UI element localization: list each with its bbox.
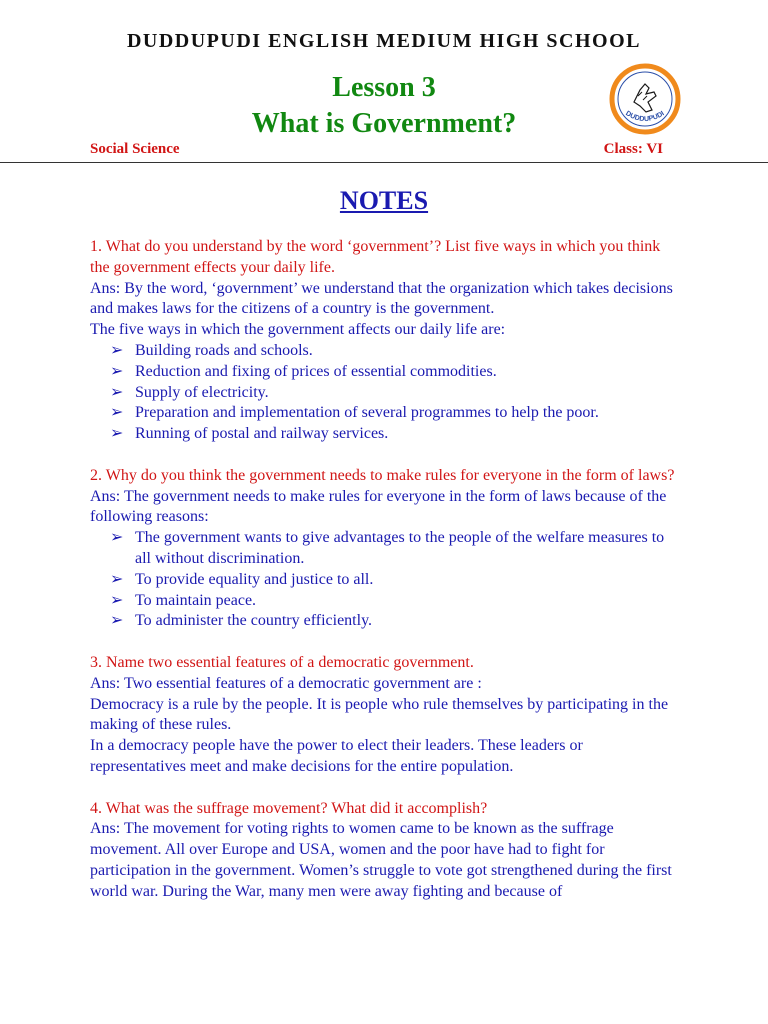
section-4 xyxy=(90,799,680,903)
bullet-list xyxy=(90,528,680,632)
arrowhead-bullet-icon: ➢ xyxy=(110,529,124,547)
arrowhead-bullet-icon: ➢ xyxy=(110,383,124,401)
list-item-text: Supply of electricity. xyxy=(135,383,269,401)
answer-line: Ans: By the word, ‘government’ we understand that the organization which takes decisions and makes laws for the citizens of a country is the government. xyxy=(90,279,673,318)
question-2: 2. Why do you think the government needs to make rules for everyone in the form of laws? xyxy=(90,466,675,484)
arrowhead-bullet-icon: ➢ xyxy=(110,425,124,443)
list-item xyxy=(110,403,680,424)
answer-line: Ans: The government needs to make rules for everyone in the form of laws because of the following reasons: xyxy=(90,487,667,526)
list-item-text: To administer the country efficiently. xyxy=(135,612,373,630)
list-item xyxy=(110,424,680,445)
list-item-text: Preparation and implementation of several programmes to help the poor. xyxy=(135,404,599,422)
class-label: Class: VI xyxy=(603,141,663,157)
bullet-list xyxy=(90,341,680,445)
section-1 xyxy=(90,237,680,445)
arrowhead-bullet-icon: ➢ xyxy=(110,341,124,359)
list-item xyxy=(110,341,680,362)
subject-label: Social Science xyxy=(90,141,180,157)
arrowhead-bullet-icon: ➢ xyxy=(110,570,124,588)
arrowhead-bullet-icon: ➢ xyxy=(110,404,124,422)
school-name: DUDDUPUDI ENGLISH MEDIUM HIGH SCHOOL xyxy=(126,30,642,52)
list-item xyxy=(110,611,680,632)
list-item xyxy=(110,591,680,612)
list-item xyxy=(110,570,680,591)
list-item-text: Reduction and fixing of prices of essential commodities. xyxy=(135,362,497,380)
list-item-text: Building roads and schools. xyxy=(135,341,313,359)
header-divider xyxy=(0,162,768,163)
list-item-text: Running of postal and railway services. xyxy=(135,425,389,443)
answer-line: Ans: The movement for voting rights to women came to be known as the suffrage movement. All over Europe and USA, women and the poor have had to fight for participation in the government. Women’s struggle to vote got strengthened during the first world war. During the War, many men were away fighting and because of xyxy=(90,820,672,900)
list-item-text: To maintain peace. xyxy=(135,591,257,609)
lesson-title: What is Government? xyxy=(251,108,517,139)
arrowhead-bullet-icon: ➢ xyxy=(110,591,124,609)
list-item-text: The government wants to give advantages to the people of the welfare measures to all without discrimination. xyxy=(135,529,665,567)
notes-content xyxy=(90,237,680,923)
list-item xyxy=(110,383,680,404)
question-4: 4. What was the suffrage movement? What did it accomplish? xyxy=(90,799,488,817)
section-3 xyxy=(90,653,680,778)
list-item xyxy=(110,528,680,570)
question-3: 3. Name two essential features of a democratic government. xyxy=(90,653,474,671)
notes-heading: NOTES xyxy=(339,186,429,215)
list-item xyxy=(110,362,680,383)
list-item-text: To provide equality and justice to all. xyxy=(135,570,374,588)
answer-line: Democracy is a rule by the people. It is people who rule themselves by participating in the making of these rules. xyxy=(90,695,669,734)
answer-line: The five ways in which the government affects our daily life are: xyxy=(90,321,506,339)
section-2 xyxy=(90,466,680,632)
arrowhead-bullet-icon: ➢ xyxy=(110,362,124,380)
question-1: 1. What do you understand by the word ‘government’? List five ways in which you think the government effects your daily life. xyxy=(90,238,661,276)
answer-line: In a democracy people have the power to elect their leaders. These leaders or representatives meet and make decisions for the entire population. xyxy=(90,737,583,775)
answer-line: Ans: Two essential features of a democratic government are : xyxy=(90,674,482,692)
logo-text: DUDDUPUDI xyxy=(624,110,666,124)
school-logo-icon xyxy=(608,62,682,136)
lesson-number: Lesson 3 xyxy=(332,72,436,103)
arrowhead-bullet-icon: ➢ xyxy=(110,612,124,630)
